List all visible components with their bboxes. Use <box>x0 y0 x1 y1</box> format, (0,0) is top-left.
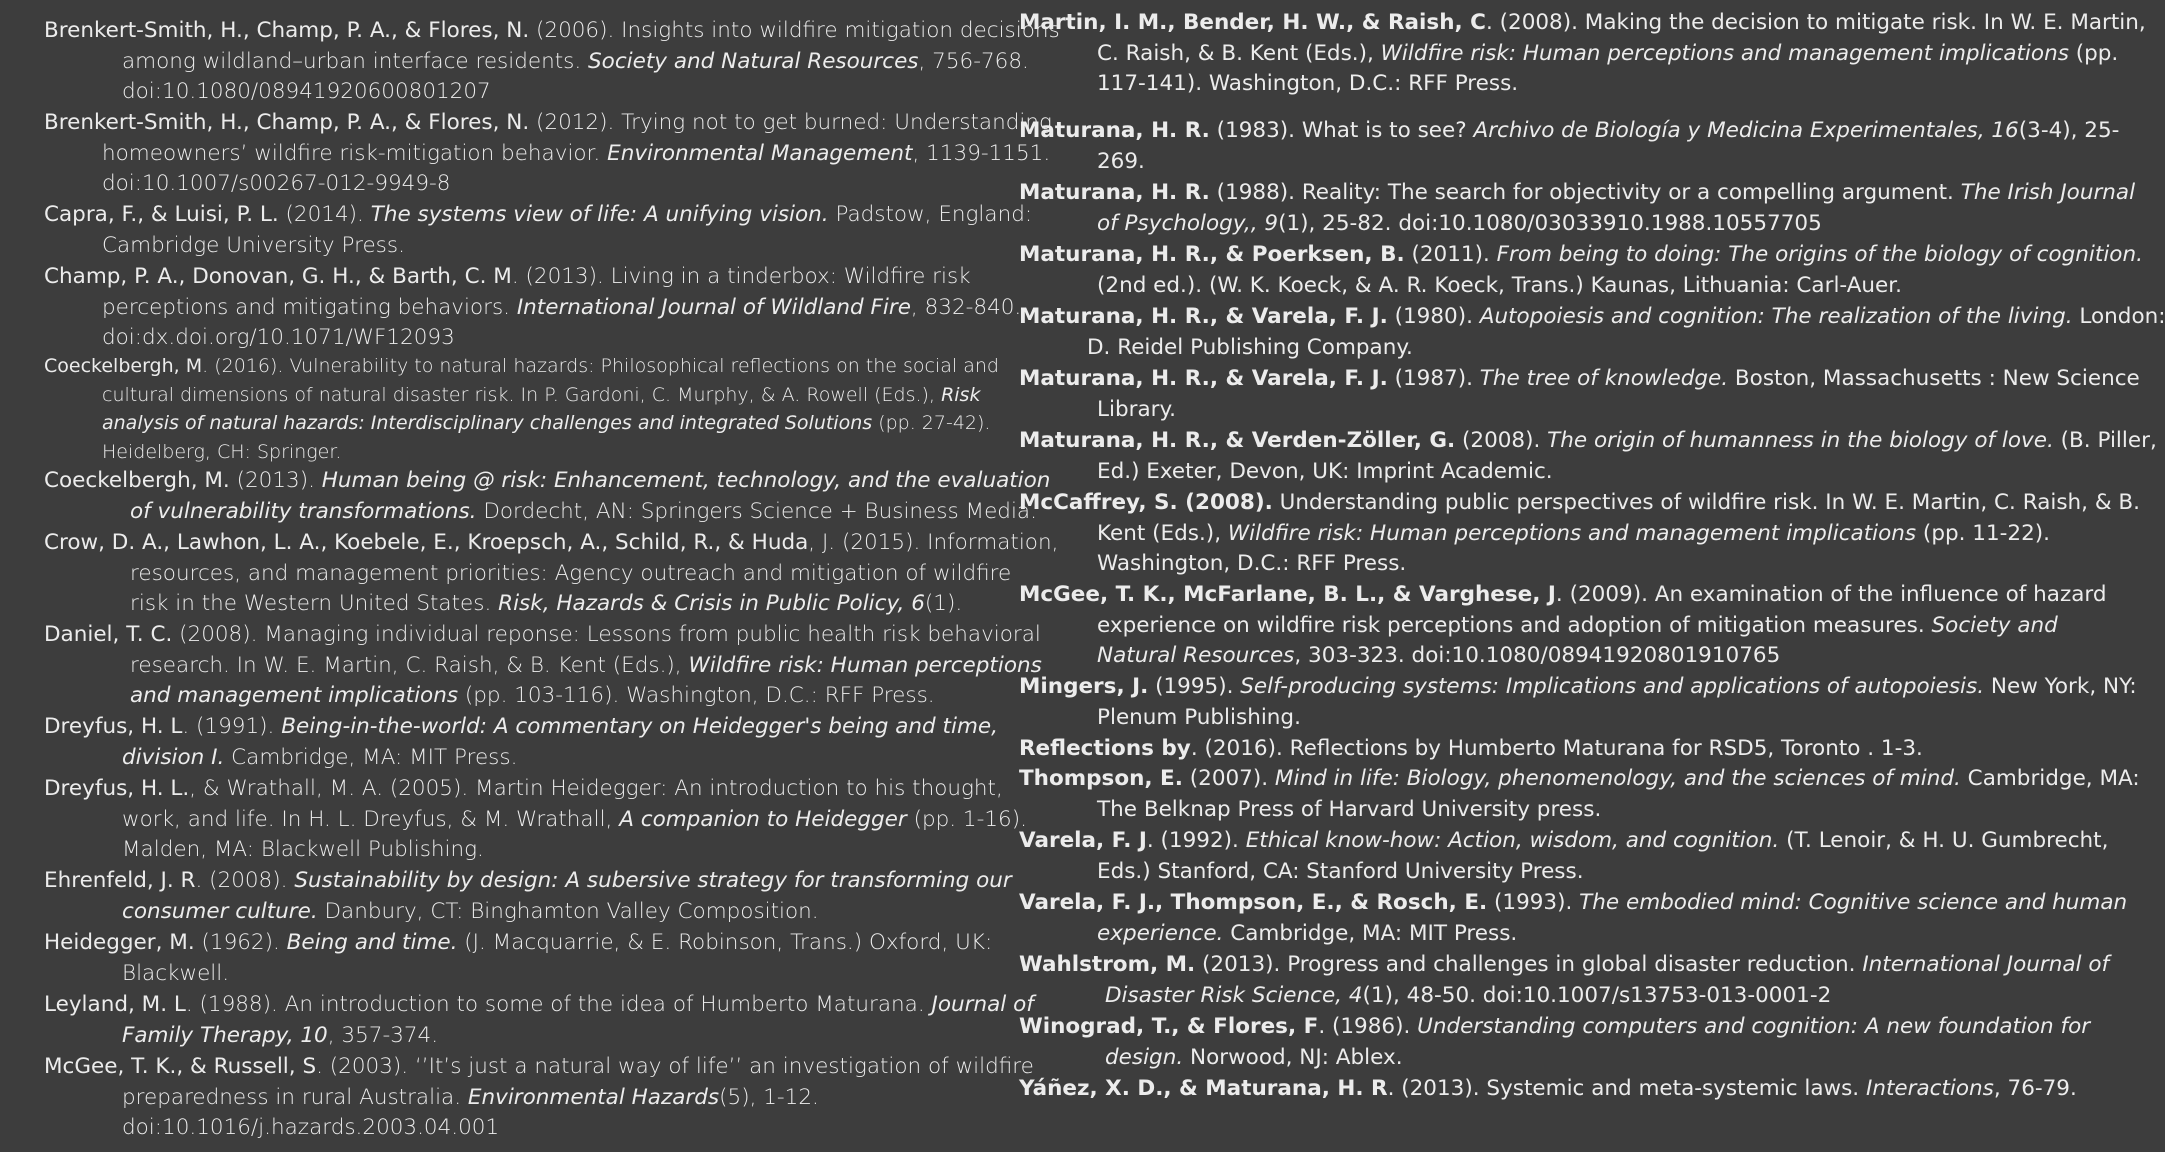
reference-entry <box>44 712 1010 773</box>
reference-entry <box>1019 1012 2091 1073</box>
reference-entry <box>1019 116 2120 177</box>
reference-line: Dreyfus, H. L. (1991). Being-in-the-world: A commentary on Heidegger's being and time, <box>44 714 998 739</box>
reference-line: Ed.) Exeter, Devon, UK: Imprint Academic. <box>1097 458 1553 484</box>
reference-entry <box>1019 488 2141 580</box>
reference-entry <box>44 16 1060 108</box>
reference-line: Wahlstrom, M. (2013). Progress and challenges in global disaster reduction. International Journal of <box>1019 952 2110 977</box>
reference-line: work, and life. In H. L. Dreyfus, & M. Wrathall, A companion to Heidegger (pp. 1-16). <box>122 806 1027 832</box>
reference-entry <box>44 990 1034 1051</box>
reference-line: preparedness in rural Australia. Environmental Hazards(5), 1-12. <box>122 1084 819 1110</box>
reference-line: Natural Resources, 303-323. doi:10.1080/08941920801910765 <box>1097 643 1781 668</box>
reference-line: Family Therapy, 10, 357-374. <box>122 1022 439 1048</box>
reference-entry <box>44 528 1059 620</box>
reference-entry <box>44 620 1042 712</box>
reference-entry <box>1019 580 2107 672</box>
reference-line: and management implications (pp. 103-116). Washington, D.C.: RFF Press. <box>130 683 935 708</box>
reference-entry <box>44 262 1022 354</box>
reference-line: Maturana, H. R., & Varela, F. J. (1980). Autopoiesis and cognition: The realization of the living. London: <box>1019 304 2165 329</box>
reference-entry <box>1019 826 2109 887</box>
reference-line: perceptions and mitigating behaviors. International Journal of Wildland Fire, 832-840. <box>102 294 1022 320</box>
reference-line: Maturana, H. R. (1988). Reality: The search for objectivity or a compelling argument. The Irish Journal <box>1019 180 2136 205</box>
reference-line: D. Reidel Publishing Company. <box>1087 334 1413 360</box>
reference-entry <box>1019 734 2059 765</box>
reference-entry <box>1019 888 2128 949</box>
reference-line: doi:dx.doi.org/10.1071/WF12093 <box>102 325 455 350</box>
reference-line: Coeckelbergh, M. (2016). Vulnerability to natural hazards: Philosophical reflections on the social and <box>44 355 999 377</box>
reference-line: of Psychology,, 9(1), 25-82. doi:10.1080/03033910.1988.10557705 <box>1097 210 1822 236</box>
reference-line: Winograd, T., & Flores, F. (1986). Understanding computers and cognition: A new foundation for <box>1019 1014 2091 1039</box>
reference-line: Maturana, H. R., & Varela, F. J. (1987). The tree of knowledge. Boston, Massachusetts : New Science <box>1019 366 2140 391</box>
reference-entry <box>44 866 1010 927</box>
reference-line: Leyland, M. L. (1988). An introduction to some of the idea of Humberto Maturana. Journal of <box>44 992 1034 1017</box>
reference-line: experience. Cambridge, MA: MIT Press. <box>1097 920 1518 946</box>
reference-line: experience on wildfire risk perceptions and adoption of mitigation measures. Society and <box>1097 612 2058 638</box>
reference-line: doi:10.1080/08941920600801207 <box>122 79 491 104</box>
reference-line: Champ, P. A., Donovan, G. H., & Barth, C. M. (2013). Living in a tinderbox: Wildfire risk <box>44 264 971 289</box>
reference-line: among wildland–urban interface residents. Society and Natural Resources, 756-768. <box>122 48 1029 74</box>
reference-line: research. In W. E. Martin, C. Raish, & B. Kent (Eds.), Wildfire risk: Human perceptions <box>130 652 1042 678</box>
reference-line: Maturana, H. R. (1983). What is to see? Archivo de Biología y Medicina Experimentales, 16(3-4), 25- <box>1019 118 2120 143</box>
reference-entry <box>44 108 1052 200</box>
reference-entry <box>44 200 1033 261</box>
reference-line: Heidegger, M. (1962). Being and time. (J. Macquarrie, & E. Robinson, Trans.) Oxford, UK: <box>44 930 993 955</box>
reference-line: Crow, D. A., Lawhon, L. A., Koebele, E., Kroepsch, A., Schild, R., & Huda, J. (2015). Information, <box>44 530 1059 555</box>
reference-line: (2nd ed.). (W. K. Koeck, & A. R. Koeck, Trans.) Kaunas, Lithuania: Carl-Auer. <box>1097 272 1902 298</box>
reference-line: analysis of natural hazards: Interdisciplinary challenges and integrated Solutions (pp. 27-42). <box>102 412 991 434</box>
reference-entry <box>1019 364 2140 425</box>
reference-line: consumer culture. Danbury, CT: Binghamton Valley Composition. <box>122 898 819 924</box>
reference-entry <box>1019 764 2140 825</box>
reference-line: design. Norwood, NJ: Ablex. <box>1105 1044 1403 1070</box>
reference-line: Cambridge University Press. <box>102 232 405 258</box>
reference-line: Daniel, T. C. (2008). Managing individual reponse: Lessons from public health risk behavioral <box>44 622 1041 647</box>
reference-line: Martin, I. M., Bender, H. W., & Raish, C. (2008). Making the decision to mitigate risk. In W. E. Martin, <box>1019 10 2146 35</box>
reference-entry <box>1019 178 2136 239</box>
reference-line: Eds.) Stanford, CA: Stanford University Press. <box>1097 858 1584 884</box>
reference-line: resources, and management priorities: Agency outreach and mitigation of wildfire <box>130 560 1012 586</box>
reference-entry <box>1019 426 2157 487</box>
reference-entry <box>1019 1074 2077 1105</box>
reference-line: Yáñez, X. D., & Maturana, H. R. (2013). Systemic and meta-systemic laws. Interactions, 76-79. <box>1019 1076 2077 1101</box>
reference-line: Mingers, J. (1995). Self-producing systems: Implications and applications of autopoiesis. New York, NY: <box>1019 674 2137 699</box>
reference-line: Brenkert-Smith, H., Champ, P. A., & Flores, N. (2006). Insights into wildfire mitigation decisions <box>44 18 1060 43</box>
reference-line: Brenkert-Smith, H., Champ, P. A., & Flores, N. (2012). Trying not to get burned: Understanding <box>44 110 1052 135</box>
reference-entry <box>44 774 1027 866</box>
reference-entry <box>44 1052 1034 1144</box>
reference-line: 117-141). Washington, D.C.: RFF Press. <box>1097 71 1519 96</box>
reference-line: Library. <box>1097 396 1176 422</box>
reference-line: Capra, F., & Luisi, P. L. (2014). The systems view of life: A unifying vision. Padstow, England: <box>44 202 1033 227</box>
reference-line: McGee, T. K., & Russell, S. (2003). ‘’It’s just a natural way of life’’ an investigation of wildfire <box>44 1054 1034 1079</box>
reference-line: Kent (Eds.), Wildfire risk: Human perceptions and management implications (pp. 11-22). <box>1097 520 2050 546</box>
reference-line: Coeckelbergh, M. (2013). Human being @ risk: Enhancement, technology, and the evaluation <box>44 468 1051 493</box>
reference-line: cultural dimensions of natural disaster risk. In P. Gardoni, C. Murphy, & A. Rowell (Eds.), Risk <box>102 383 981 406</box>
reference-line: risk in the Western United States. Risk, Hazards & Crisis in Public Policy, 6(1). <box>130 591 963 616</box>
reference-line: 269. <box>1097 148 1145 174</box>
reference-line: Plenum Publishing. <box>1097 704 1301 730</box>
reference-line: McCaffrey, S. (2008). Understanding public perspectives of wildfire risk. In W. E. Martin, C. Raish, & B. <box>1019 490 2141 515</box>
reference-line: Varela, F. J., Thompson, E., & Rosch, E. (1993). The embodied mind: Cognitive science and human <box>1019 890 2128 915</box>
reference-line: Disaster Risk Science, 4(1), 48-50. doi:10.1007/s13753-013-0001-2 <box>1105 982 1832 1008</box>
reference-entry <box>1019 8 2146 100</box>
reference-line: Washington, D.C.: RFF Press. <box>1097 551 1407 576</box>
reference-line: Thompson, E. (2007). Mind in life: Biology, phenomenology, and the sciences of mind. Cambridge, MA: <box>1019 766 2140 791</box>
reference-entry <box>1019 302 2165 363</box>
reference-line: Dreyfus, H. L., & Wrathall, M. A. (2005). Martin Heidegger: An introduction to his thought, <box>44 776 1003 801</box>
reference-line: Heidelberg, CH: Springer. <box>102 440 342 463</box>
reference-entry <box>1019 950 2110 1011</box>
reference-entry <box>44 352 1010 466</box>
reference-line: division I. Cambridge, MA: MIT Press. <box>122 744 518 770</box>
reference-line: homeowners’ wildfire risk-mitigation behavior. Environmental Management, 1139-1151. <box>102 140 1051 166</box>
reference-line: doi:10.1016/j.hazards.2003.04.001 <box>122 1115 500 1140</box>
reference-entry <box>44 928 1010 989</box>
reference-line: Varela, F. J. (1992). Ethical know-how: Action, wisdom, and cognition. (T. Lenoir, & H. U. Gumbrecht, <box>1019 828 2109 853</box>
reference-line: Blackwell. <box>122 960 230 986</box>
reference-line: C. Raish, & B. Kent (Eds.), Wildfire risk: Human perceptions and management implications (pp. <box>1097 40 2119 66</box>
reference-line: Maturana, H. R., & Verden-Zöller, G. (2008). The origin of humanness in the biology of love. (B. Piller, <box>1019 428 2157 453</box>
reference-line: Ehrenfeld, J. R. (2008). Sustainability by design: A subersive strategy for transforming our <box>44 868 1012 893</box>
reference-entry <box>1019 672 2137 733</box>
reference-line: Maturana, H. R., & Poerksen, B. (2011). From being to doing: The origins of the biology of cognition. <box>1019 242 2143 267</box>
reference-line: of vulnerability transformations. Dordecht, AN: Springers Science + Business Media. <box>130 498 1037 524</box>
reference-line: Reflections by. (2016). Reflections by Humberto Maturana for RSD5, Toronto . 1-3. <box>1019 736 1923 761</box>
reference-line: McGee, T. K., McFarlane, B. L., & Varghese, J. (2009). An examination of the influence of hazard <box>1019 582 2107 607</box>
reference-entry <box>1019 240 2143 301</box>
reference-entry <box>44 466 1051 527</box>
reference-line: The Belknap Press of Harvard University press. <box>1097 796 1602 822</box>
reference-line: doi:10.1007/s00267-012-9949-8 <box>102 171 451 196</box>
reference-line: Malden, MA: Blackwell Publishing. <box>122 837 484 862</box>
